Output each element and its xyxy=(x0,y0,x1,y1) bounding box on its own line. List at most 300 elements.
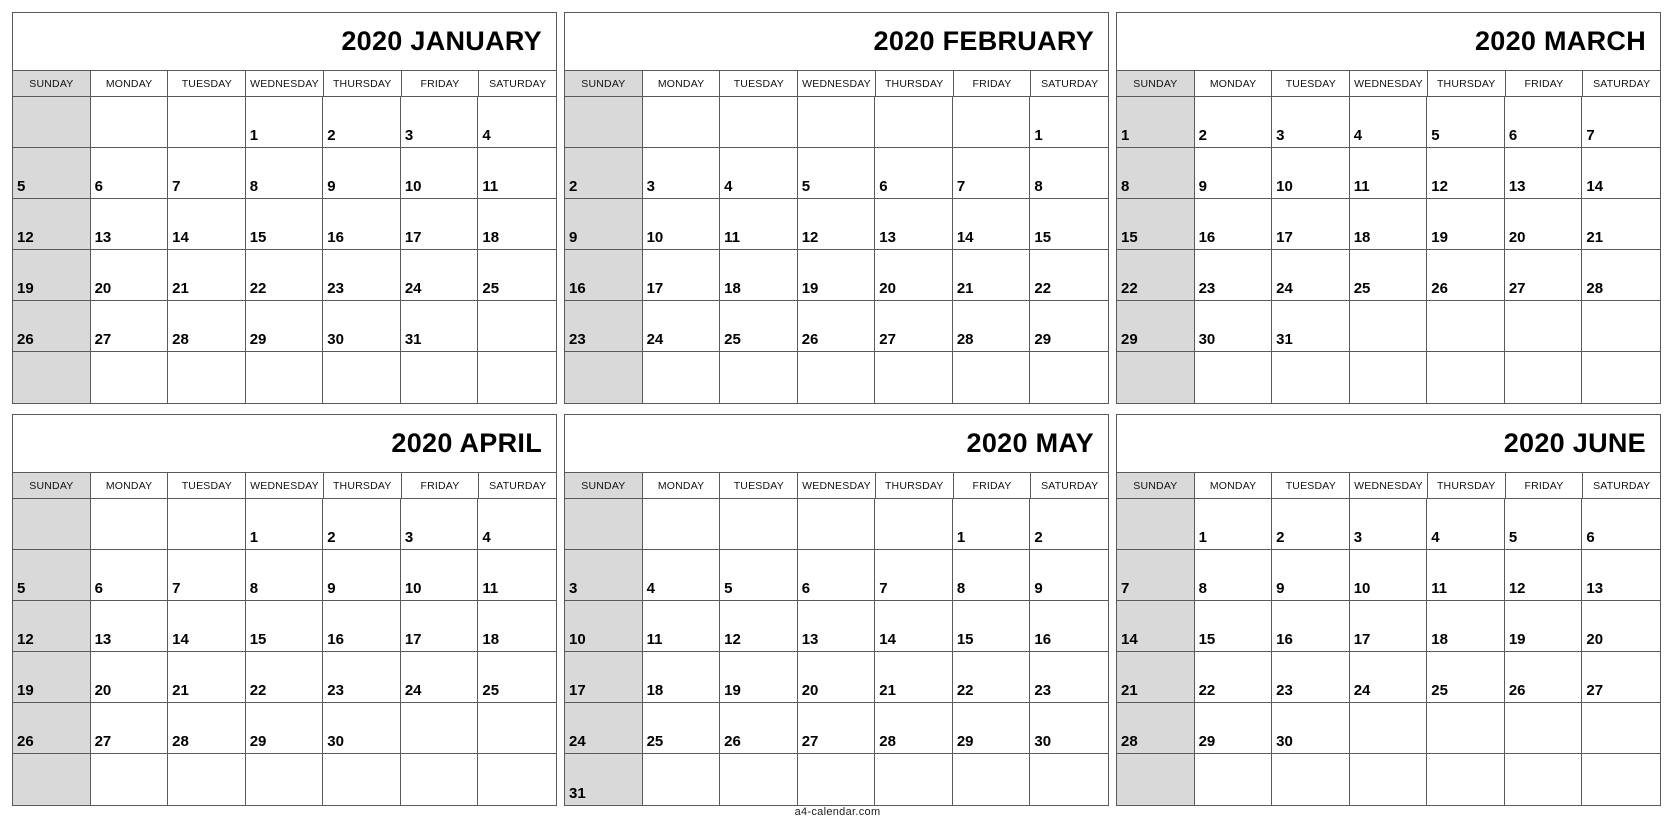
weekday-label: WEDNESDAY xyxy=(246,71,324,96)
weekday-label: SATURDAY xyxy=(1593,479,1651,492)
day-cell xyxy=(91,601,169,652)
weekday-label: WEDNESDAY xyxy=(246,473,324,498)
day-cell xyxy=(1427,550,1505,601)
day-number: 19 xyxy=(801,280,819,297)
day-number: 16 xyxy=(569,280,586,297)
weekday-label: WEDNESDAY xyxy=(1350,473,1428,498)
day-cell xyxy=(798,652,876,703)
day-number: 1 xyxy=(249,529,259,546)
day-number: 6 xyxy=(801,580,811,597)
day-cell xyxy=(478,499,556,550)
day-cell xyxy=(1582,250,1660,301)
day-cell xyxy=(1195,703,1273,754)
day-cell xyxy=(875,352,953,403)
day-number: 6 xyxy=(1508,127,1518,144)
day-cell xyxy=(565,754,643,805)
day-cell xyxy=(13,499,91,550)
day-cell xyxy=(720,97,798,148)
day-cell xyxy=(1350,601,1428,652)
day-cell xyxy=(953,352,1031,403)
day-cell xyxy=(720,301,798,352)
day-number: 20 xyxy=(879,280,896,297)
day-cell xyxy=(643,601,721,652)
day-number: 18 xyxy=(1353,229,1371,246)
day-cell xyxy=(1427,601,1505,652)
day-number: 26 xyxy=(801,331,819,348)
day-number: 28 xyxy=(172,733,189,750)
day-cell xyxy=(1427,250,1505,301)
day-cell xyxy=(1030,301,1108,352)
day-number: 30 xyxy=(1276,733,1293,750)
day-grid xyxy=(13,499,556,805)
day-cell xyxy=(1427,148,1505,199)
weekday-label: TUESDAY xyxy=(168,473,246,498)
day-cell xyxy=(323,601,401,652)
weekday-header-row xyxy=(13,473,556,499)
day-number: 29 xyxy=(956,733,974,750)
day-number: 6 xyxy=(879,178,888,195)
day-cell xyxy=(13,652,91,703)
day-number: 25 xyxy=(1353,280,1371,297)
day-number: 15 xyxy=(956,631,974,648)
day-cell xyxy=(953,601,1031,652)
day-cell xyxy=(91,250,169,301)
day-number: 15 xyxy=(249,631,267,648)
day-cell xyxy=(953,97,1031,148)
day-cell xyxy=(1505,301,1583,352)
day-cell xyxy=(1505,499,1583,550)
day-number: 10 xyxy=(1276,178,1293,195)
day-cell xyxy=(720,199,798,250)
day-cell xyxy=(798,301,876,352)
day-number: 18 xyxy=(482,631,500,648)
day-number: 8 xyxy=(956,580,966,597)
day-cell xyxy=(643,301,721,352)
day-cell xyxy=(323,652,401,703)
day-number: 22 xyxy=(1198,682,1216,699)
weekday-label: FRIDAY xyxy=(954,71,1032,96)
day-cell xyxy=(1505,550,1583,601)
day-number: 7 xyxy=(1121,580,1130,597)
day-cell xyxy=(1272,352,1350,403)
day-number: 18 xyxy=(482,229,500,246)
day-number: 9 xyxy=(1198,178,1207,195)
day-cell xyxy=(798,148,876,199)
day-cell xyxy=(401,250,479,301)
day-cell xyxy=(565,148,643,199)
day-cell xyxy=(1272,550,1350,601)
weekday-label: THURSDAY xyxy=(324,71,402,96)
day-cell xyxy=(91,550,169,601)
day-number: 16 xyxy=(327,631,344,648)
day-number: 4 xyxy=(1353,127,1363,144)
day-number: 13 xyxy=(879,229,896,246)
day-cell xyxy=(13,601,91,652)
day-cell xyxy=(13,250,91,301)
day-cell xyxy=(1195,601,1273,652)
day-number: 2 xyxy=(327,529,336,546)
day-number: 26 xyxy=(1508,682,1526,699)
day-number: 29 xyxy=(1198,733,1216,750)
day-cell xyxy=(13,301,91,352)
day-number: 9 xyxy=(1034,580,1043,597)
day-cell xyxy=(1195,199,1273,250)
day-number: 11 xyxy=(724,229,740,246)
day-number: 6 xyxy=(94,580,103,597)
day-number: 31 xyxy=(1276,331,1293,348)
day-number: 2 xyxy=(1034,529,1043,546)
day-cell xyxy=(565,199,643,250)
day-number: 23 xyxy=(327,682,344,699)
day-number: 16 xyxy=(327,229,344,246)
weekday-label: THURSDAY xyxy=(324,473,402,498)
day-number: 12 xyxy=(17,631,34,648)
day-cell xyxy=(168,703,246,754)
calendar-grid xyxy=(12,12,1662,806)
day-cell xyxy=(168,301,246,352)
day-cell xyxy=(323,148,401,199)
day-cell xyxy=(1195,352,1273,403)
day-number: 13 xyxy=(1508,178,1526,195)
weekday-label: WEDNESDAY xyxy=(798,473,876,498)
day-number: 2 xyxy=(1198,127,1207,144)
month-calendar xyxy=(12,12,557,404)
day-number: 27 xyxy=(94,331,112,348)
day-number: 12 xyxy=(801,229,819,246)
day-cell xyxy=(565,703,643,754)
day-grid xyxy=(565,97,1108,403)
day-number: 15 xyxy=(1198,631,1216,648)
day-cell xyxy=(1272,652,1350,703)
day-number: 7 xyxy=(172,178,181,195)
weekday-label: FRIDAY xyxy=(402,71,480,96)
weekday-label: SUNDAY xyxy=(565,473,643,498)
day-cell xyxy=(565,499,643,550)
day-cell xyxy=(401,703,479,754)
day-cell xyxy=(1582,301,1660,352)
day-number: 23 xyxy=(1198,280,1216,297)
day-number: 20 xyxy=(94,682,112,699)
day-cell xyxy=(1582,754,1660,805)
day-number: 10 xyxy=(646,229,664,246)
day-cell xyxy=(953,754,1031,805)
day-cell xyxy=(1030,148,1108,199)
day-cell xyxy=(401,97,479,148)
weekday-label: THURSDAY xyxy=(1428,473,1506,498)
day-cell xyxy=(323,499,401,550)
weekday-label: TUESDAY xyxy=(1272,473,1350,498)
day-number: 31 xyxy=(404,331,422,348)
day-number: 28 xyxy=(956,331,974,348)
day-cell xyxy=(323,199,401,250)
day-cell xyxy=(643,754,721,805)
weekday-label: SUNDAY xyxy=(1117,473,1195,498)
day-number: 2 xyxy=(1276,529,1285,546)
day-number: 7 xyxy=(879,580,888,597)
day-cell xyxy=(1195,499,1273,550)
weekday-label: FRIDAY xyxy=(954,473,1032,498)
day-cell xyxy=(91,199,169,250)
day-number: 29 xyxy=(1121,331,1138,348)
weekday-label: THURSDAY xyxy=(876,473,954,498)
day-cell xyxy=(1505,97,1583,148)
day-number: 9 xyxy=(569,229,578,246)
weekday-label: SATURDAY xyxy=(1041,479,1099,492)
day-number: 24 xyxy=(404,682,422,699)
day-cell xyxy=(1117,703,1195,754)
day-cell xyxy=(565,97,643,148)
day-number: 27 xyxy=(801,733,819,750)
day-cell xyxy=(1272,250,1350,301)
day-cell xyxy=(953,250,1031,301)
day-cell xyxy=(246,550,324,601)
day-cell xyxy=(1582,352,1660,403)
day-number: 9 xyxy=(327,580,336,597)
day-cell xyxy=(168,148,246,199)
day-cell xyxy=(875,301,953,352)
month-title: 2020 MAY xyxy=(565,415,1108,473)
weekday-header-row xyxy=(565,473,1108,499)
day-cell xyxy=(323,301,401,352)
day-cell xyxy=(246,703,324,754)
day-cell xyxy=(1350,148,1428,199)
day-grid xyxy=(1117,499,1660,805)
day-cell xyxy=(1582,199,1660,250)
day-cell xyxy=(246,301,324,352)
day-cell xyxy=(478,199,556,250)
day-cell xyxy=(13,352,91,403)
day-number: 14 xyxy=(879,631,896,648)
day-number: 25 xyxy=(1431,682,1448,699)
day-cell xyxy=(1195,652,1273,703)
day-number: 28 xyxy=(879,733,896,750)
day-number: 26 xyxy=(724,733,741,750)
day-cell xyxy=(953,550,1031,601)
day-number: 21 xyxy=(172,280,189,297)
day-number: 20 xyxy=(94,280,112,297)
day-number: 13 xyxy=(94,631,112,648)
day-cell xyxy=(1030,97,1108,148)
day-number: 20 xyxy=(801,682,819,699)
month-calendar xyxy=(12,414,557,806)
day-number: 26 xyxy=(17,733,34,750)
day-cell xyxy=(1195,148,1273,199)
day-cell xyxy=(1030,499,1108,550)
day-cell xyxy=(478,148,556,199)
day-cell xyxy=(1582,601,1660,652)
day-cell xyxy=(1350,499,1428,550)
day-cell xyxy=(168,199,246,250)
day-cell xyxy=(1117,97,1195,148)
day-number: 22 xyxy=(249,682,267,699)
day-cell xyxy=(798,199,876,250)
day-cell xyxy=(643,148,721,199)
day-cell xyxy=(565,352,643,403)
day-cell xyxy=(168,499,246,550)
day-cell xyxy=(401,301,479,352)
day-cell xyxy=(1117,148,1195,199)
day-number: 17 xyxy=(569,682,586,699)
day-number: 25 xyxy=(482,682,500,699)
day-cell xyxy=(1117,250,1195,301)
day-number: 11 xyxy=(482,178,499,195)
day-cell xyxy=(875,652,953,703)
day-cell xyxy=(1195,754,1273,805)
weekday-header-row xyxy=(13,71,556,97)
day-number: 12 xyxy=(724,631,741,648)
day-number: 11 xyxy=(482,580,499,597)
day-cell xyxy=(1272,301,1350,352)
day-cell xyxy=(1030,703,1108,754)
weekday-label: SATURDAY xyxy=(489,77,547,90)
day-cell xyxy=(1582,499,1660,550)
day-cell xyxy=(1272,148,1350,199)
day-cell xyxy=(1272,754,1350,805)
weekday-label: FRIDAY xyxy=(1506,473,1584,498)
day-number: 11 xyxy=(1431,580,1448,597)
day-cell xyxy=(1505,703,1583,754)
day-number: 5 xyxy=(17,178,26,195)
day-cell xyxy=(1427,754,1505,805)
day-number: 12 xyxy=(1431,178,1448,195)
day-number: 10 xyxy=(569,631,586,648)
day-number: 20 xyxy=(1586,631,1604,648)
day-cell xyxy=(643,550,721,601)
day-number: 29 xyxy=(1034,331,1052,348)
day-number: 12 xyxy=(17,229,34,246)
day-cell xyxy=(246,754,324,805)
day-cell xyxy=(643,499,721,550)
day-number: 23 xyxy=(569,331,586,348)
day-number: 13 xyxy=(94,229,112,246)
month-title: 2020 JANUARY xyxy=(13,13,556,71)
day-number: 25 xyxy=(646,733,664,750)
day-cell xyxy=(643,652,721,703)
day-cell xyxy=(246,499,324,550)
weekday-label: WEDNESDAY xyxy=(798,71,876,96)
day-cell xyxy=(798,352,876,403)
day-cell xyxy=(1350,703,1428,754)
day-number: 27 xyxy=(94,733,112,750)
day-cell xyxy=(798,97,876,148)
weekday-label: TUESDAY xyxy=(168,71,246,96)
day-cell xyxy=(1427,352,1505,403)
day-cell xyxy=(798,703,876,754)
day-number: 5 xyxy=(1431,127,1440,144)
day-cell xyxy=(720,148,798,199)
day-cell xyxy=(1195,301,1273,352)
day-cell xyxy=(1582,703,1660,754)
day-number: 21 xyxy=(879,682,896,699)
day-cell xyxy=(1427,652,1505,703)
day-number: 1 xyxy=(1121,127,1130,144)
day-cell xyxy=(875,148,953,199)
weekday-label: MONDAY xyxy=(1195,473,1273,498)
day-cell xyxy=(1350,250,1428,301)
weekday-header-row xyxy=(1117,71,1660,97)
day-number: 31 xyxy=(569,785,586,802)
day-number: 19 xyxy=(17,682,34,699)
day-number: 3 xyxy=(404,127,414,144)
day-cell xyxy=(953,199,1031,250)
day-cell xyxy=(1350,550,1428,601)
day-cell xyxy=(1195,250,1273,301)
day-cell xyxy=(323,97,401,148)
day-number: 25 xyxy=(482,280,500,297)
day-number: 3 xyxy=(1353,529,1363,546)
day-grid xyxy=(565,499,1108,805)
day-cell xyxy=(168,754,246,805)
day-cell xyxy=(168,250,246,301)
day-cell xyxy=(1272,499,1350,550)
day-cell xyxy=(246,652,324,703)
day-cell xyxy=(720,703,798,754)
day-cell xyxy=(1582,148,1660,199)
day-number: 1 xyxy=(1034,127,1043,144)
weekday-label: FRIDAY xyxy=(402,473,480,498)
weekday-header-row xyxy=(565,71,1108,97)
day-cell xyxy=(1582,652,1660,703)
day-cell xyxy=(246,352,324,403)
day-number: 29 xyxy=(249,733,267,750)
day-cell xyxy=(1427,199,1505,250)
weekday-label: MONDAY xyxy=(91,71,169,96)
day-number: 2 xyxy=(327,127,336,144)
day-cell xyxy=(478,301,556,352)
weekday-label: SUNDAY xyxy=(1117,71,1195,96)
day-number: 19 xyxy=(1508,631,1526,648)
day-number: 21 xyxy=(172,682,189,699)
day-cell xyxy=(875,499,953,550)
day-cell xyxy=(953,301,1031,352)
day-number: 26 xyxy=(17,331,34,348)
day-cell xyxy=(643,703,721,754)
day-cell xyxy=(565,652,643,703)
weekday-label: MONDAY xyxy=(643,473,721,498)
day-cell xyxy=(401,199,479,250)
day-number: 30 xyxy=(327,331,344,348)
day-cell xyxy=(401,499,479,550)
day-cell xyxy=(168,652,246,703)
weekday-label: MONDAY xyxy=(643,71,721,96)
day-number: 3 xyxy=(569,580,578,597)
day-cell xyxy=(91,148,169,199)
day-cell xyxy=(1427,499,1505,550)
day-cell xyxy=(1505,601,1583,652)
day-number: 5 xyxy=(724,580,733,597)
day-number: 14 xyxy=(1121,631,1138,648)
weekday-label: SUNDAY xyxy=(13,473,91,498)
day-cell xyxy=(1117,352,1195,403)
day-cell xyxy=(1117,754,1195,805)
day-cell xyxy=(720,499,798,550)
day-cell xyxy=(798,250,876,301)
weekday-label: WEDNESDAY xyxy=(1350,71,1428,96)
day-cell xyxy=(478,601,556,652)
day-number: 26 xyxy=(1431,280,1448,297)
day-cell xyxy=(323,550,401,601)
month-calendar xyxy=(1116,414,1661,806)
day-number: 14 xyxy=(956,229,974,246)
day-cell xyxy=(953,703,1031,754)
month-calendar xyxy=(564,12,1109,404)
day-cell xyxy=(1272,199,1350,250)
weekday-label: MONDAY xyxy=(1195,71,1273,96)
day-number: 19 xyxy=(17,280,34,297)
day-cell xyxy=(168,97,246,148)
weekday-label: TUESDAY xyxy=(1272,71,1350,96)
day-number: 11 xyxy=(1353,178,1370,195)
